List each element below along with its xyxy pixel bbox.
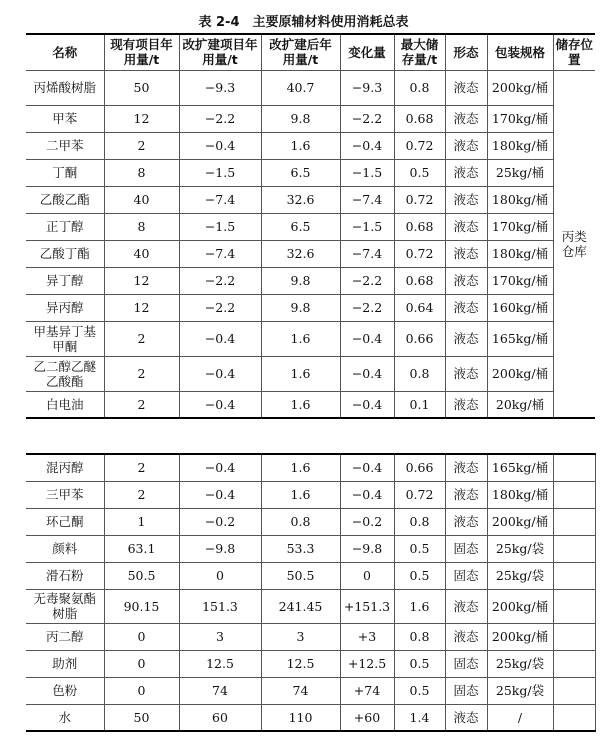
cell-expansion: 3 xyxy=(179,623,261,650)
cell-name: 乙酸丁酯 xyxy=(26,240,104,267)
cell-storage-location-blank xyxy=(553,704,595,731)
cell-storage-location-blank xyxy=(553,481,595,508)
cell-name: 丙二醇 xyxy=(26,623,104,650)
col-header-name: 名称 xyxy=(26,34,104,70)
cell-form: 液态 xyxy=(445,294,487,321)
cell-form: 液态 xyxy=(445,267,487,294)
cell-expansion: 60 xyxy=(179,704,261,731)
cell-form: 液态 xyxy=(445,391,487,418)
cell-after: 9.8 xyxy=(261,267,340,294)
cell-change: −2.2 xyxy=(340,267,394,294)
cell-name: 三甲苯 xyxy=(26,481,104,508)
table-row xyxy=(26,650,595,677)
cell-max-storage: 0.64 xyxy=(394,294,445,321)
cell-expansion: −0.2 xyxy=(179,508,261,535)
cell-form: 液态 xyxy=(445,213,487,240)
cell-package: 200kg/桶 xyxy=(487,356,553,391)
cell-max-storage: 1.4 xyxy=(394,704,445,731)
cell-storage-location-blank xyxy=(553,623,595,650)
cell-after: 1.6 xyxy=(261,321,340,356)
cell-after: 40.7 xyxy=(261,70,340,105)
cell-existing: 2 xyxy=(104,321,179,356)
cell-after: 1.6 xyxy=(261,481,340,508)
cell-change: −0.4 xyxy=(340,356,394,391)
cell-expansion: −2.2 xyxy=(179,267,261,294)
cell-change: −0.4 xyxy=(340,391,394,418)
cell-after: 110 xyxy=(261,704,340,731)
cell-form: 固态 xyxy=(445,650,487,677)
cell-max-storage: 0.1 xyxy=(394,391,445,418)
cell-expansion: −7.4 xyxy=(179,240,261,267)
cell-change: −1.5 xyxy=(340,159,394,186)
cell-max-storage: 0.66 xyxy=(394,321,445,356)
cell-change: −0.4 xyxy=(340,132,394,159)
cell-expansion: −0.4 xyxy=(179,356,261,391)
cell-existing: 50.5 xyxy=(104,562,179,589)
cell-storage-location: 丙类仓库 xyxy=(553,70,595,418)
cell-form: 液态 xyxy=(445,240,487,267)
cell-package: 180kg/桶 xyxy=(487,481,553,508)
cell-form: 液态 xyxy=(445,186,487,213)
cell-existing: 2 xyxy=(104,356,179,391)
cell-after: 1.6 xyxy=(261,132,340,159)
header-row xyxy=(26,34,595,70)
cell-max-storage: 0.8 xyxy=(394,70,445,105)
cell-existing: 1 xyxy=(104,508,179,535)
cell-after: 53.3 xyxy=(261,535,340,562)
cell-package: 165kg/桶 xyxy=(487,454,553,481)
cell-existing: 12 xyxy=(104,105,179,132)
cell-storage-location-blank xyxy=(553,535,595,562)
cell-existing: 2 xyxy=(104,481,179,508)
table-row xyxy=(26,704,595,731)
table-row xyxy=(26,240,595,267)
cell-form: 固态 xyxy=(445,535,487,562)
table-row xyxy=(26,105,595,132)
col-header-storage-location: 储存位置 xyxy=(553,34,595,70)
cell-name: 正丁醇 xyxy=(26,213,104,240)
cell-after: 74 xyxy=(261,677,340,704)
cell-package: 170kg/桶 xyxy=(487,105,553,132)
cell-change: −0.2 xyxy=(340,508,394,535)
cell-expansion: −0.4 xyxy=(179,481,261,508)
col-header-after: 改扩建后年用量/t xyxy=(261,34,340,70)
cell-expansion: −9.3 xyxy=(179,70,261,105)
cell-change: −2.2 xyxy=(340,294,394,321)
cell-change: +74 xyxy=(340,677,394,704)
cell-existing: 0 xyxy=(104,623,179,650)
cell-existing: 40 xyxy=(104,240,179,267)
cell-change: −7.4 xyxy=(340,240,394,267)
cell-after: 6.5 xyxy=(261,213,340,240)
cell-expansion: −9.8 xyxy=(179,535,261,562)
table-row xyxy=(26,535,595,562)
cell-existing: 90.15 xyxy=(104,589,179,623)
materials-table-part1 xyxy=(26,33,595,419)
cell-name: 丁酮 xyxy=(26,159,104,186)
cell-package: 200kg/桶 xyxy=(487,589,553,623)
cell-existing: 2 xyxy=(104,391,179,418)
cell-after: 1.6 xyxy=(261,391,340,418)
cell-after: 9.8 xyxy=(261,105,340,132)
cell-max-storage: 0.5 xyxy=(394,535,445,562)
cell-expansion: −0.4 xyxy=(179,391,261,418)
cell-existing: 8 xyxy=(104,213,179,240)
table-row xyxy=(26,391,595,418)
table-row xyxy=(26,70,595,105)
cell-expansion: −7.4 xyxy=(179,186,261,213)
cell-change: −9.8 xyxy=(340,535,394,562)
cell-package: 180kg/桶 xyxy=(487,186,553,213)
table-row xyxy=(26,213,595,240)
cell-change: −0.4 xyxy=(340,454,394,481)
cell-storage-location-blank xyxy=(553,508,595,535)
cell-name: 色粉 xyxy=(26,677,104,704)
cell-package: 180kg/桶 xyxy=(487,132,553,159)
cell-form: 液态 xyxy=(445,508,487,535)
table-row xyxy=(26,294,595,321)
cell-expansion: −2.2 xyxy=(179,294,261,321)
table-row xyxy=(26,186,595,213)
cell-package: 165kg/桶 xyxy=(487,321,553,356)
cell-form: 液态 xyxy=(445,704,487,731)
cell-name: 混丙醇 xyxy=(26,454,104,481)
cell-existing: 12 xyxy=(104,267,179,294)
cell-form: 液态 xyxy=(445,321,487,356)
cell-package: 20kg/桶 xyxy=(487,391,553,418)
cell-change: −1.5 xyxy=(340,213,394,240)
cell-form: 液态 xyxy=(445,589,487,623)
table-row xyxy=(26,132,595,159)
cell-package: 25kg/袋 xyxy=(487,562,553,589)
cell-package: 160kg/桶 xyxy=(487,294,553,321)
cell-package: 200kg/桶 xyxy=(487,508,553,535)
cell-expansion: −1.5 xyxy=(179,159,261,186)
col-header-existing: 现有项目年用量/t xyxy=(104,34,179,70)
cell-form: 固态 xyxy=(445,677,487,704)
cell-existing: 50 xyxy=(104,704,179,731)
cell-name: 甲基异丁基甲酮 xyxy=(26,321,104,356)
cell-storage-location-blank xyxy=(553,677,595,704)
cell-expansion: 74 xyxy=(179,677,261,704)
table-row xyxy=(26,623,595,650)
table-row xyxy=(26,481,595,508)
cell-change: −0.4 xyxy=(340,321,394,356)
cell-name: 异丁醇 xyxy=(26,267,104,294)
cell-max-storage: 1.6 xyxy=(394,589,445,623)
cell-name: 乙二醇乙醚乙酸酯 xyxy=(26,356,104,391)
table-title: 表 2-4 主要原辅材料使用消耗总表 xyxy=(198,15,409,30)
cell-existing: 8 xyxy=(104,159,179,186)
cell-change: +12.5 xyxy=(340,650,394,677)
cell-name: 无毒聚氨酯树脂 xyxy=(26,589,104,623)
cell-change: 0 xyxy=(340,562,394,589)
cell-max-storage: 0.68 xyxy=(394,105,445,132)
cell-name: 滑石粉 xyxy=(26,562,104,589)
cell-after: 32.6 xyxy=(261,186,340,213)
table-row xyxy=(26,356,595,391)
cell-expansion: −0.4 xyxy=(179,454,261,481)
cell-package: 170kg/桶 xyxy=(487,213,553,240)
cell-existing: 63.1 xyxy=(104,535,179,562)
cell-storage-location-blank xyxy=(553,650,595,677)
cell-form: 液态 xyxy=(445,132,487,159)
cell-max-storage: 0.8 xyxy=(394,356,445,391)
cell-existing: 2 xyxy=(104,132,179,159)
cell-expansion: 151.3 xyxy=(179,589,261,623)
cell-max-storage: 0.5 xyxy=(394,159,445,186)
table-row xyxy=(26,589,595,623)
table-row xyxy=(26,562,595,589)
table-row xyxy=(26,159,595,186)
cell-package: 25kg/袋 xyxy=(487,650,553,677)
cell-after: 0.8 xyxy=(261,508,340,535)
col-header-change: 变化量 xyxy=(340,34,394,70)
cell-storage-location-blank xyxy=(553,589,595,623)
cell-change: +3 xyxy=(340,623,394,650)
cell-package: 180kg/桶 xyxy=(487,240,553,267)
cell-after: 3 xyxy=(261,623,340,650)
cell-after: 50.5 xyxy=(261,562,340,589)
cell-after: 32.6 xyxy=(261,240,340,267)
cell-max-storage: 0.68 xyxy=(394,267,445,294)
cell-max-storage: 0.72 xyxy=(394,481,445,508)
cell-change: −2.2 xyxy=(340,105,394,132)
materials-table-part2 xyxy=(26,453,596,732)
cell-expansion: −1.5 xyxy=(179,213,261,240)
cell-after: 1.6 xyxy=(261,454,340,481)
cell-change: −0.4 xyxy=(340,481,394,508)
cell-package: 25kg/桶 xyxy=(487,159,553,186)
cell-change: −7.4 xyxy=(340,186,394,213)
cell-max-storage: 0.8 xyxy=(394,508,445,535)
cell-max-storage: 0.8 xyxy=(394,623,445,650)
cell-form: 液态 xyxy=(445,356,487,391)
cell-expansion: −0.4 xyxy=(179,321,261,356)
cell-existing: 12 xyxy=(104,294,179,321)
cell-package: / xyxy=(487,704,553,731)
cell-name: 白电油 xyxy=(26,391,104,418)
cell-package: 170kg/桶 xyxy=(487,267,553,294)
col-header-max-storage: 最大储存量/t xyxy=(394,34,445,70)
cell-package: 200kg/桶 xyxy=(487,623,553,650)
cell-after: 6.5 xyxy=(261,159,340,186)
cell-expansion: −0.4 xyxy=(179,132,261,159)
cell-after: 9.8 xyxy=(261,294,340,321)
cell-change: −9.3 xyxy=(340,70,394,105)
cell-max-storage: 0.5 xyxy=(394,562,445,589)
cell-name: 水 xyxy=(26,704,104,731)
cell-name: 二甲苯 xyxy=(26,132,104,159)
cell-after: 12.5 xyxy=(261,650,340,677)
cell-storage-location-blank xyxy=(553,454,595,481)
cell-existing: 40 xyxy=(104,186,179,213)
cell-max-storage: 0.72 xyxy=(394,132,445,159)
cell-package: 200kg/桶 xyxy=(487,70,553,105)
cell-package: 25kg/袋 xyxy=(487,535,553,562)
cell-max-storage: 0.72 xyxy=(394,186,445,213)
cell-expansion: 12.5 xyxy=(179,650,261,677)
cell-form: 液态 xyxy=(445,454,487,481)
table-row xyxy=(26,508,595,535)
cell-existing: 2 xyxy=(104,454,179,481)
cell-expansion: 0 xyxy=(179,562,261,589)
cell-existing: 0 xyxy=(104,677,179,704)
cell-name: 助剂 xyxy=(26,650,104,677)
cell-max-storage: 0.5 xyxy=(394,677,445,704)
cell-storage-location-blank xyxy=(553,562,595,589)
cell-change: +151.3 xyxy=(340,589,394,623)
cell-form: 液态 xyxy=(445,159,487,186)
cell-form: 液态 xyxy=(445,481,487,508)
cell-name: 丙烯酸树脂 xyxy=(26,70,104,105)
table-row xyxy=(26,677,595,704)
cell-name: 异丙醇 xyxy=(26,294,104,321)
cell-name: 环己酮 xyxy=(26,508,104,535)
table-row xyxy=(26,267,595,294)
cell-name: 颜料 xyxy=(26,535,104,562)
col-header-package: 包装规格 xyxy=(487,34,553,70)
col-header-form: 形态 xyxy=(445,34,487,70)
cell-form: 固态 xyxy=(445,562,487,589)
table-row xyxy=(26,454,595,481)
cell-name: 甲苯 xyxy=(26,105,104,132)
cell-expansion: −2.2 xyxy=(179,105,261,132)
cell-max-storage: 0.68 xyxy=(394,213,445,240)
cell-max-storage: 0.72 xyxy=(394,240,445,267)
cell-existing: 50 xyxy=(104,70,179,105)
cell-after: 241.45 xyxy=(261,589,340,623)
cell-form: 液态 xyxy=(445,70,487,105)
col-header-expansion: 改扩建项目年用量/t xyxy=(179,34,261,70)
cell-name: 乙酸乙酯 xyxy=(26,186,104,213)
cell-form: 液态 xyxy=(445,105,487,132)
cell-change: +60 xyxy=(340,704,394,731)
cell-existing: 0 xyxy=(104,650,179,677)
cell-after: 1.6 xyxy=(261,356,340,391)
cell-max-storage: 0.66 xyxy=(394,454,445,481)
table-row xyxy=(26,321,595,356)
cell-form: 液态 xyxy=(445,623,487,650)
cell-max-storage: 0.5 xyxy=(394,650,445,677)
cell-package: 25kg/袋 xyxy=(487,677,553,704)
